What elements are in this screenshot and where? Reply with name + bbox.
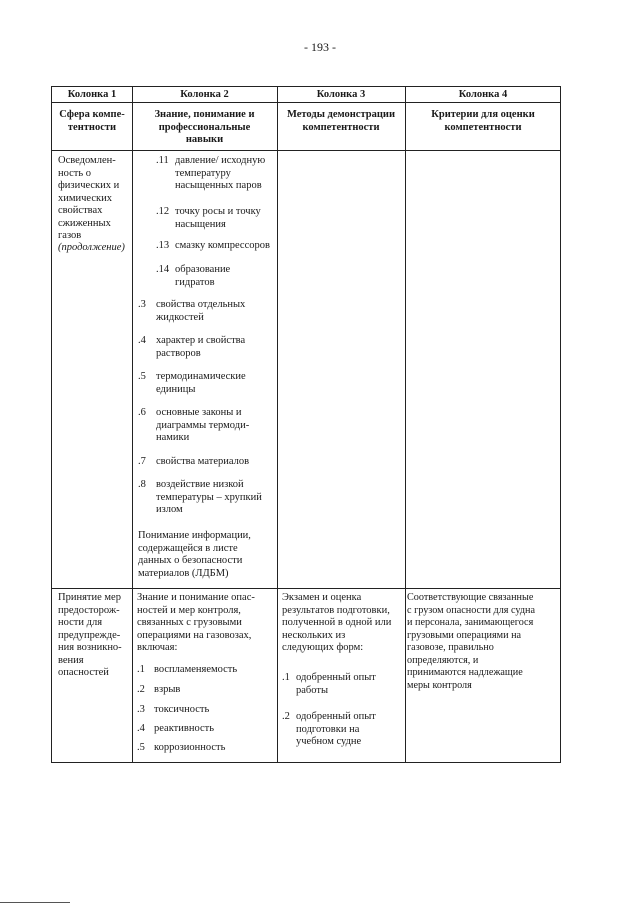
- competence-table: [51, 86, 561, 763]
- column-title-3: Колонка 3: [316, 89, 366, 100]
- header-criteria: Критерии для оценки компетентности: [431, 109, 535, 133]
- sds-understanding: Понимание информации, содержащейся в листе данных о безопасности материалов (ЛДБМ): [138, 530, 251, 579]
- item-text: точку росы и точку насыщения: [175, 206, 261, 230]
- column-title-4: Колонка 4: [458, 89, 508, 100]
- item-number: .4: [137, 723, 145, 734]
- item-text: термодинамические единицы: [156, 371, 246, 395]
- item-number: .8: [138, 479, 146, 490]
- item-number: .13: [156, 240, 170, 251]
- item-text: образование гидратов: [175, 264, 231, 288]
- item-number: .7: [138, 456, 146, 467]
- footnote-rule: [0, 902, 70, 903]
- item-text: свойства материалов: [156, 456, 250, 467]
- competence-awareness: Осведомлен- ность о физических и химических свойствах сжиженных газов: [58, 155, 120, 241]
- item-number: .3: [137, 704, 145, 715]
- item-text: свойства отдельных жидкостей: [156, 299, 246, 323]
- item-number: .11: [156, 155, 169, 166]
- item-text: воздействие низкой температуры – хрупкий излом: [156, 479, 262, 515]
- item-number: .2: [137, 684, 145, 695]
- item-number: .3: [138, 299, 146, 310]
- header-knowledge: Знание, понимание и профессиональные навыки: [154, 109, 255, 145]
- item-number: .1: [137, 664, 145, 675]
- assessment-criteria: Соответствующие связанные с грузом опасности для судна и персонала, занимающегося грузовыми операциями на газовозе, правильно определяются, и принимаются надлежащие меры контроля: [407, 592, 536, 691]
- item-number: .2: [282, 711, 290, 722]
- item-number: .14: [156, 264, 170, 275]
- item-number: .6: [138, 407, 146, 418]
- item-text: коррозионность: [154, 742, 226, 753]
- item-number: .5: [138, 371, 146, 382]
- header-methods: Методы демонстрации компетентности: [286, 109, 395, 133]
- item-text: основные законы и диаграммы термоди- намики: [156, 407, 250, 443]
- item-text: смазку компрессоров: [175, 240, 270, 251]
- row-divider: [52, 588, 560, 589]
- item-number: .12: [156, 206, 170, 217]
- header-competence-area: Сфера компе- тентности: [59, 109, 125, 133]
- item-text: взрыв: [154, 684, 181, 695]
- item-number: .4: [138, 335, 146, 346]
- hazards-intro: Знание и понимание опас- ностей и мер контроля, связанных с грузовыми операциями на газовозах, включая:: [137, 592, 255, 653]
- item-text: одобренный опыт подготовки на учебном судне: [296, 711, 376, 747]
- column-title-1: Колонка 1: [67, 89, 117, 100]
- assessment-intro: Экзамен и оценка результатов подготовки, полученной в одной или нескольких из следующих форм:: [282, 592, 392, 653]
- column-divider: [277, 87, 278, 762]
- item-number: .1: [282, 672, 290, 683]
- row-divider: [52, 102, 560, 103]
- continuation-note: (продолжение): [58, 242, 125, 253]
- column-divider: [132, 87, 133, 762]
- item-text: реактивность: [154, 723, 214, 734]
- item-text: токсичность: [154, 704, 210, 715]
- item-number: .5: [137, 742, 145, 753]
- page-number: - 193 -: [304, 40, 336, 54]
- item-text: одобренный опыт работы: [296, 672, 376, 696]
- item-text: давление/ исходную температуру насыщенных паров: [175, 155, 266, 191]
- item-text: характер и свойства растворов: [156, 335, 246, 359]
- row-divider: [52, 150, 560, 151]
- column-divider: [405, 87, 406, 762]
- column-title-2: Колонка 2: [180, 89, 229, 100]
- item-text: воспламеняемость: [154, 664, 238, 675]
- competence-precautions: Принятие мер предосторож- ности для предупрежде- ния возникно- вения опасностей: [58, 592, 122, 678]
